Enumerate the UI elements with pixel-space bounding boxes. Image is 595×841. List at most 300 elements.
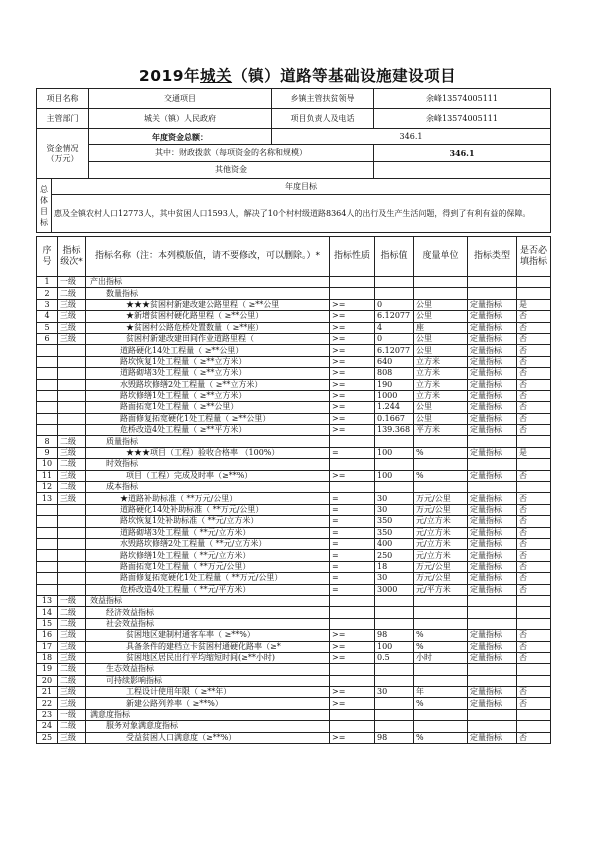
dept-value: 城关（镇）人民政府 bbox=[89, 109, 272, 129]
row-type bbox=[468, 607, 517, 618]
row-unit: 公里 bbox=[414, 311, 468, 322]
row-seq: 15 bbox=[37, 618, 58, 629]
row-unit bbox=[414, 721, 468, 732]
indicator-row bbox=[37, 322, 551, 333]
row-value bbox=[375, 277, 414, 288]
indicator-row bbox=[37, 641, 551, 652]
project-info-table bbox=[36, 88, 551, 179]
row-nature: >= bbox=[330, 390, 375, 401]
indicator-row bbox=[37, 459, 551, 470]
row-seq bbox=[37, 390, 58, 401]
row-required: 否 bbox=[517, 516, 551, 527]
row-value: 98 bbox=[375, 732, 414, 743]
annual-total-value: 346.1 bbox=[272, 129, 551, 145]
row-value bbox=[375, 436, 414, 447]
row-unit: 立方米 bbox=[414, 390, 468, 401]
row-value: 640 bbox=[375, 356, 414, 367]
row-nature bbox=[330, 288, 375, 299]
row-seq: 20 bbox=[37, 675, 58, 686]
row-seq: 9 bbox=[37, 447, 58, 458]
indicator-row bbox=[37, 516, 551, 527]
row-level: 三级 bbox=[58, 652, 86, 663]
row-seq: 21 bbox=[37, 687, 58, 698]
row-unit: 立方米 bbox=[414, 368, 468, 379]
row-type: 定量指标 bbox=[468, 561, 517, 572]
row-seq: 22 bbox=[37, 698, 58, 709]
row-unit: 年 bbox=[414, 687, 468, 698]
row-type: 定量指标 bbox=[468, 504, 517, 515]
leader-label: 乡镇主管扶贫领导 bbox=[272, 89, 374, 109]
row-type bbox=[468, 436, 517, 447]
indicator-row bbox=[37, 436, 551, 447]
funds-label: 资金情况（万元） bbox=[37, 129, 89, 179]
row-seq: 2 bbox=[37, 288, 58, 299]
row-type: 定量指标 bbox=[468, 550, 517, 561]
row-nature: >= bbox=[330, 333, 375, 344]
row-name: 成本指标 bbox=[86, 482, 330, 493]
indicator-row bbox=[37, 504, 551, 515]
row-required bbox=[517, 288, 551, 299]
row-value: 139.368 bbox=[375, 425, 414, 436]
row-level: 二级 bbox=[58, 721, 86, 732]
row-unit: % bbox=[414, 447, 468, 458]
row-level bbox=[58, 550, 86, 561]
row-unit: % bbox=[414, 641, 468, 652]
row-nature bbox=[330, 664, 375, 675]
row-required bbox=[517, 595, 551, 606]
row-type: 定量指标 bbox=[468, 379, 517, 390]
row-seq: 25 bbox=[37, 732, 58, 743]
row-type: 定量指标 bbox=[468, 493, 517, 504]
row-seq: 1 bbox=[37, 277, 58, 288]
row-level bbox=[58, 538, 86, 549]
row-required bbox=[517, 675, 551, 686]
row-seq: 12 bbox=[37, 482, 58, 493]
row-level: 三级 bbox=[58, 322, 86, 333]
indicator-row bbox=[37, 630, 551, 641]
header-unit: 度量单位 bbox=[414, 237, 468, 277]
row-name: 项目（工程）完成及时率（≥**%） bbox=[86, 470, 330, 481]
row-nature bbox=[330, 277, 375, 288]
row-level: 三级 bbox=[58, 687, 86, 698]
row-level bbox=[58, 413, 86, 424]
row-unit bbox=[414, 664, 468, 675]
row-value: 1.244 bbox=[375, 402, 414, 413]
row-required: 否 bbox=[517, 425, 551, 436]
indicator-row bbox=[37, 288, 551, 299]
row-type bbox=[468, 459, 517, 470]
row-level: 一级 bbox=[58, 709, 86, 720]
row-value: 100 bbox=[375, 641, 414, 652]
row-unit bbox=[414, 459, 468, 470]
row-value bbox=[375, 595, 414, 606]
indicator-row bbox=[37, 595, 551, 606]
row-required bbox=[517, 436, 551, 447]
row-nature: >= bbox=[330, 368, 375, 379]
row-nature: = bbox=[330, 447, 375, 458]
row-required bbox=[517, 277, 551, 288]
row-value: 3000 bbox=[375, 584, 414, 595]
row-required: 否 bbox=[517, 493, 551, 504]
fiscal-label: 其中：财政拨款（每项资金的名称和规模） bbox=[89, 145, 374, 162]
row-name: 贫困地区居民出行平均缩短时间(≥**小时) bbox=[86, 652, 330, 663]
row-type: 定量指标 bbox=[468, 516, 517, 527]
row-seq: 14 bbox=[37, 607, 58, 618]
row-type: 定量指标 bbox=[468, 687, 517, 698]
row-name: 道路砌堵3处工程量（ ≥**立方米） bbox=[86, 368, 330, 379]
row-level: 三级 bbox=[58, 641, 86, 652]
row-nature: >= bbox=[330, 641, 375, 652]
row-required bbox=[517, 618, 551, 629]
indicator-row bbox=[37, 607, 551, 618]
row-name: 受益贫困人口满意度（≥**%） bbox=[86, 732, 330, 743]
indicator-row bbox=[37, 652, 551, 663]
row-nature bbox=[330, 709, 375, 720]
row-value bbox=[375, 698, 414, 709]
row-value: 350 bbox=[375, 527, 414, 538]
row-required: 否 bbox=[517, 538, 551, 549]
row-value bbox=[375, 459, 414, 470]
header-value: 指标值 bbox=[375, 237, 414, 277]
row-required bbox=[517, 664, 551, 675]
row-unit: 万元/公里 bbox=[414, 573, 468, 584]
row-unit: 万元/公里 bbox=[414, 561, 468, 572]
row-name: 路面修复拓宽硬化1处工程量（ ≥**公里） bbox=[86, 413, 330, 424]
title-prefix: 2019年 bbox=[138, 67, 201, 85]
row-unit: 万元/公里 bbox=[414, 504, 468, 515]
row-level bbox=[58, 379, 86, 390]
header-name: 指标名称（注：本列模版值，请不要修改，可以删除。）* bbox=[86, 237, 330, 277]
row-type bbox=[468, 721, 517, 732]
row-value: 400 bbox=[375, 538, 414, 549]
indicator-row bbox=[37, 425, 551, 436]
row-level: 二级 bbox=[58, 607, 86, 618]
indicator-row bbox=[37, 675, 551, 686]
row-unit bbox=[414, 675, 468, 686]
row-seq: 3 bbox=[37, 299, 58, 310]
row-seq: 8 bbox=[37, 436, 58, 447]
row-nature bbox=[330, 595, 375, 606]
row-level bbox=[58, 573, 86, 584]
row-name: 时效指标 bbox=[86, 459, 330, 470]
row-unit: 立方米 bbox=[414, 356, 468, 367]
row-type: 定量指标 bbox=[468, 573, 517, 584]
goal-section-label: 总体目标 bbox=[37, 179, 52, 233]
row-value bbox=[375, 482, 414, 493]
row-nature: >= bbox=[330, 698, 375, 709]
indicator-row bbox=[37, 299, 551, 310]
row-unit: % bbox=[414, 698, 468, 709]
row-nature: >= bbox=[330, 402, 375, 413]
row-nature: >= bbox=[330, 413, 375, 424]
row-type: 定量指标 bbox=[468, 311, 517, 322]
row-name: ★★★贫困村新建改建公路里程（ ≥**公里 bbox=[86, 299, 330, 310]
row-nature: = bbox=[330, 516, 375, 527]
row-required: 否 bbox=[517, 630, 551, 641]
row-type: 定量指标 bbox=[468, 527, 517, 538]
row-seq bbox=[37, 550, 58, 561]
row-unit bbox=[414, 277, 468, 288]
row-unit: 立方米 bbox=[414, 379, 468, 390]
row-name: 社会效益指标 bbox=[86, 618, 330, 629]
row-name: 路面拓宽1处工程量（ **万元/公里） bbox=[86, 561, 330, 572]
row-level bbox=[58, 402, 86, 413]
row-type: 定量指标 bbox=[468, 470, 517, 481]
row-nature: >= bbox=[330, 311, 375, 322]
row-value: 0.1667 bbox=[375, 413, 414, 424]
row-level bbox=[58, 561, 86, 572]
row-value: 250 bbox=[375, 550, 414, 561]
row-name: 水毁路坎修缮2处工程量（ ≥**立方米） bbox=[86, 379, 330, 390]
row-unit: 公里 bbox=[414, 402, 468, 413]
row-nature bbox=[330, 618, 375, 629]
dept-label: 主管部门 bbox=[37, 109, 89, 129]
row-level: 一级 bbox=[58, 595, 86, 606]
row-unit: 公里 bbox=[414, 345, 468, 356]
row-type bbox=[468, 675, 517, 686]
row-unit: 公里 bbox=[414, 333, 468, 344]
row-nature: = bbox=[330, 573, 375, 584]
row-nature bbox=[330, 436, 375, 447]
indicator-table bbox=[36, 236, 551, 744]
row-type: 定量指标 bbox=[468, 652, 517, 663]
annual-goal-text: 惠及全镇农村人口12773人，其中贫困人口1593人，解决了10个村村级道路8364人的出行及生产生活问题，得到了有利有益的保障。 bbox=[52, 195, 551, 233]
row-unit bbox=[414, 288, 468, 299]
row-level bbox=[58, 356, 86, 367]
indicator-row bbox=[37, 402, 551, 413]
row-type: 定量指标 bbox=[468, 425, 517, 436]
indicator-row bbox=[37, 333, 551, 344]
row-seq: 23 bbox=[37, 709, 58, 720]
row-name: 具备条件的建档立卡贫困村通硬化路率（≥* bbox=[86, 641, 330, 652]
row-seq: 17 bbox=[37, 641, 58, 652]
indicator-header-row bbox=[37, 237, 551, 277]
row-type bbox=[468, 482, 517, 493]
row-name: 可持续影响指标 bbox=[86, 675, 330, 686]
row-value: 808 bbox=[375, 368, 414, 379]
row-name: 道路硬化14处工程量（ ≥**公里） bbox=[86, 345, 330, 356]
row-level: 二级 bbox=[58, 459, 86, 470]
row-name: 道路砌堵3处工程量（ **元/立方米） bbox=[86, 527, 330, 538]
row-unit bbox=[414, 607, 468, 618]
header-nature: 指标性质 bbox=[330, 237, 375, 277]
row-required: 否 bbox=[517, 379, 551, 390]
row-type: 定量指标 bbox=[468, 322, 517, 333]
row-required: 否 bbox=[517, 550, 551, 561]
row-nature bbox=[330, 459, 375, 470]
row-required: 是 bbox=[517, 299, 551, 310]
annual-goal-table bbox=[36, 178, 551, 233]
row-value: 0.5 bbox=[375, 652, 414, 663]
row-name: 路面拓宽1处工程量（ ≥**公里） bbox=[86, 402, 330, 413]
row-value: 190 bbox=[375, 379, 414, 390]
row-type: 定量指标 bbox=[468, 630, 517, 641]
row-unit bbox=[414, 709, 468, 720]
row-seq bbox=[37, 368, 58, 379]
row-seq bbox=[37, 425, 58, 436]
row-value: 100 bbox=[375, 470, 414, 481]
row-required bbox=[517, 721, 551, 732]
row-name: 路面修复拓宽硬化1处工程量（ **万元/公里） bbox=[86, 573, 330, 584]
row-type: 定量指标 bbox=[468, 333, 517, 344]
row-required: 否 bbox=[517, 687, 551, 698]
row-required: 否 bbox=[517, 561, 551, 572]
row-required: 是 bbox=[517, 447, 551, 458]
row-value: 4 bbox=[375, 322, 414, 333]
indicator-row bbox=[37, 277, 551, 288]
row-value: 18 bbox=[375, 561, 414, 572]
row-unit: % bbox=[414, 630, 468, 641]
indicator-row bbox=[37, 584, 551, 595]
row-nature: >= bbox=[330, 425, 375, 436]
row-nature: >= bbox=[330, 687, 375, 698]
row-level: 三级 bbox=[58, 698, 86, 709]
row-nature: = bbox=[330, 538, 375, 549]
row-unit bbox=[414, 482, 468, 493]
row-value: 30 bbox=[375, 493, 414, 504]
title-suffix: （镇）道路等基础设施建设项目 bbox=[232, 67, 457, 85]
row-value bbox=[375, 607, 414, 618]
row-value: 6.12077 bbox=[375, 311, 414, 322]
manager-value: 余峰13574005111 bbox=[374, 109, 551, 129]
row-name: 路坎恢复1处补助标准（ **元/立方米） bbox=[86, 516, 330, 527]
indicator-rows bbox=[37, 277, 551, 744]
row-type: 定量指标 bbox=[468, 584, 517, 595]
row-type bbox=[468, 595, 517, 606]
row-seq bbox=[37, 402, 58, 413]
row-seq bbox=[37, 584, 58, 595]
row-value: 100 bbox=[375, 447, 414, 458]
row-name: 工程设计使用年限（ ≥**年） bbox=[86, 687, 330, 698]
row-seq: 13 bbox=[37, 493, 58, 504]
row-name: ★道路补助标准（ **万元/公里） bbox=[86, 493, 330, 504]
row-value: 30 bbox=[375, 504, 414, 515]
page-title bbox=[0, 64, 595, 86]
indicator-row bbox=[37, 721, 551, 732]
row-type bbox=[468, 288, 517, 299]
row-nature: >= bbox=[330, 322, 375, 333]
row-value: 98 bbox=[375, 630, 414, 641]
row-required bbox=[517, 459, 551, 470]
row-seq: 13 bbox=[37, 595, 58, 606]
row-value: 0 bbox=[375, 333, 414, 344]
indicator-row bbox=[37, 732, 551, 743]
row-type: 定量指标 bbox=[468, 447, 517, 458]
row-name: 服务对象满意度指标 bbox=[86, 721, 330, 732]
row-nature bbox=[330, 607, 375, 618]
indicator-row bbox=[37, 379, 551, 390]
indicator-row bbox=[37, 482, 551, 493]
row-required: 否 bbox=[517, 402, 551, 413]
annual-goal-label: 年度目标 bbox=[52, 179, 551, 195]
row-level: 三级 bbox=[58, 732, 86, 743]
row-unit: 元/立方米 bbox=[414, 527, 468, 538]
indicator-row bbox=[37, 527, 551, 538]
row-name: 满意度指标 bbox=[86, 709, 330, 720]
row-value bbox=[375, 709, 414, 720]
row-nature: >= bbox=[330, 470, 375, 481]
indicator-row bbox=[37, 550, 551, 561]
row-nature: = bbox=[330, 527, 375, 538]
row-unit: 公里 bbox=[414, 299, 468, 310]
row-seq bbox=[37, 516, 58, 527]
row-unit: 元/平方米 bbox=[414, 584, 468, 595]
indicator-row bbox=[37, 664, 551, 675]
row-required: 否 bbox=[517, 641, 551, 652]
row-type: 定量指标 bbox=[468, 402, 517, 413]
row-nature: = bbox=[330, 550, 375, 561]
indicator-row bbox=[37, 709, 551, 720]
other-funds-label: 其他资金 bbox=[89, 162, 374, 179]
row-unit: % bbox=[414, 732, 468, 743]
indicator-row bbox=[37, 687, 551, 698]
row-value bbox=[375, 675, 414, 686]
row-seq bbox=[37, 504, 58, 515]
row-nature: >= bbox=[330, 732, 375, 743]
row-name: 道路硬化14处补助标准（ **万元/公里） bbox=[86, 504, 330, 515]
row-required: 否 bbox=[517, 527, 551, 538]
row-level: 一级 bbox=[58, 277, 86, 288]
row-required bbox=[517, 607, 551, 618]
row-value bbox=[375, 721, 414, 732]
row-nature: >= bbox=[330, 652, 375, 663]
indicator-row bbox=[37, 618, 551, 629]
row-level: 三级 bbox=[58, 493, 86, 504]
row-unit: 元/立方米 bbox=[414, 516, 468, 527]
indicator-row bbox=[37, 561, 551, 572]
row-unit bbox=[414, 595, 468, 606]
row-type bbox=[468, 709, 517, 720]
row-value bbox=[375, 288, 414, 299]
row-nature: >= bbox=[330, 356, 375, 367]
row-value: 0 bbox=[375, 299, 414, 310]
row-name: 贫困村新建改建田间作业道路里程（ bbox=[86, 333, 330, 344]
row-required: 否 bbox=[517, 322, 551, 333]
row-seq bbox=[37, 413, 58, 424]
indicator-row bbox=[37, 493, 551, 504]
row-level bbox=[58, 516, 86, 527]
leader-value: 余峰13574005111 bbox=[374, 89, 551, 109]
row-name: 产出指标 bbox=[86, 277, 330, 288]
row-nature bbox=[330, 721, 375, 732]
project-name-value: 交通项目 bbox=[89, 89, 272, 109]
row-level: 二级 bbox=[58, 436, 86, 447]
row-level: 三级 bbox=[58, 299, 86, 310]
row-level: 三级 bbox=[58, 470, 86, 481]
row-required: 否 bbox=[517, 345, 551, 356]
row-required: 否 bbox=[517, 390, 551, 401]
row-name: 路坎修缮1处工程量（ ≥**立方米） bbox=[86, 390, 330, 401]
row-unit bbox=[414, 436, 468, 447]
row-name: 效益指标 bbox=[86, 595, 330, 606]
row-seq bbox=[37, 561, 58, 572]
row-type bbox=[468, 664, 517, 675]
row-level bbox=[58, 504, 86, 515]
row-required: 否 bbox=[517, 504, 551, 515]
row-seq bbox=[37, 345, 58, 356]
title-location: 城关 bbox=[200, 67, 233, 85]
indicator-row bbox=[37, 311, 551, 322]
row-name: 危桥改造4处工程量（ **元/平方米） bbox=[86, 584, 330, 595]
row-name: 贫困地区建制村通客车率（ ≥**%） bbox=[86, 630, 330, 641]
row-unit: 公里 bbox=[414, 413, 468, 424]
row-type bbox=[468, 277, 517, 288]
indicator-row bbox=[37, 390, 551, 401]
indicator-row bbox=[37, 356, 551, 367]
row-level: 二级 bbox=[58, 675, 86, 686]
row-required: 否 bbox=[517, 413, 551, 424]
indicator-row bbox=[37, 447, 551, 458]
